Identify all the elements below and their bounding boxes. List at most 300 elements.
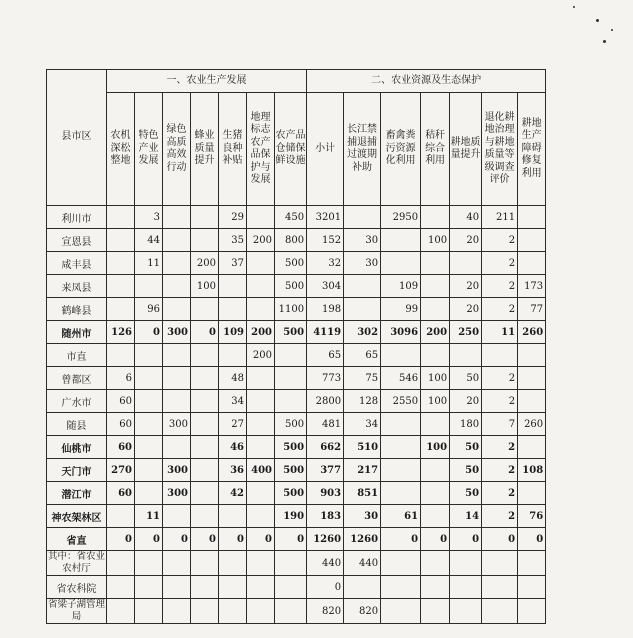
table-cell: 500 <box>275 459 307 482</box>
table-row <box>47 298 546 321</box>
table-cell <box>163 275 191 298</box>
table-row <box>47 528 546 551</box>
table-cell: 99 <box>381 298 421 321</box>
table-cell: 109 <box>219 321 247 344</box>
table-cell <box>135 576 163 599</box>
table-cell: 2 <box>482 482 518 505</box>
table-cell: 40 <box>450 206 482 229</box>
table-cell <box>247 482 275 505</box>
table-row <box>47 576 546 599</box>
table-cell: 20 <box>450 390 482 413</box>
column-header: 耕地质量提升 <box>450 93 482 206</box>
table-cell <box>344 275 381 298</box>
table-cell: 2 <box>482 252 518 275</box>
table-cell <box>518 390 546 413</box>
column-header: 特色产业发展 <box>135 93 163 206</box>
table-cell <box>191 436 219 459</box>
table-cell: 500 <box>275 321 307 344</box>
table-cell <box>275 344 307 367</box>
table-cell <box>107 505 135 528</box>
table-cell: 481 <box>307 413 344 436</box>
table-cell <box>421 413 450 436</box>
table-cell: 50 <box>450 367 482 390</box>
column-header: 畜禽粪污资源化利用 <box>381 93 421 206</box>
table-cell: 2 <box>482 367 518 390</box>
table-cell <box>219 298 247 321</box>
table-row <box>47 321 546 344</box>
table-cell: 108 <box>518 459 546 482</box>
table-cell: 100 <box>421 367 450 390</box>
table-cell: 2 <box>482 298 518 321</box>
table-cell: 3201 <box>307 206 344 229</box>
table-cell: 61 <box>381 505 421 528</box>
table-cell <box>275 390 307 413</box>
table-cell: 903 <box>307 482 344 505</box>
table-cell: 0 <box>450 528 482 551</box>
column-header: 农产品仓储保鲜设施 <box>275 93 307 206</box>
table-cell <box>219 576 247 599</box>
table-cell: 2 <box>482 459 518 482</box>
table-cell <box>191 298 219 321</box>
table-cell <box>163 599 191 624</box>
region-name: 神农架林区 <box>47 505 107 528</box>
table-cell <box>135 436 163 459</box>
column-header: 地理标志农产品保护与发展 <box>247 93 275 206</box>
table-cell <box>247 252 275 275</box>
table-cell <box>518 252 546 275</box>
table-cell <box>247 367 275 390</box>
region-name: 其中：省农业农村厅 <box>47 551 105 574</box>
table-cell: 30 <box>344 505 381 528</box>
table-cell: 50 <box>450 459 482 482</box>
table-cell: 304 <box>307 275 344 298</box>
table-cell <box>219 275 247 298</box>
table-cell: 0 <box>381 528 421 551</box>
column-header: 绿色高质高效行动 <box>163 93 191 206</box>
table-cell <box>275 367 307 390</box>
table-cell <box>450 576 482 599</box>
table-cell: 65 <box>344 344 381 367</box>
table-cell: 11 <box>135 505 163 528</box>
table-cell: 546 <box>381 367 421 390</box>
column-header: 长江禁捕退捕过渡期补助 <box>344 93 381 206</box>
table-cell <box>163 252 191 275</box>
table-cell: 60 <box>107 482 135 505</box>
table-cell: 0 <box>107 528 135 551</box>
table-cell: 820 <box>307 599 344 624</box>
region-name: 随州市 <box>47 321 107 344</box>
table-cell: 377 <box>307 459 344 482</box>
table-cell: 773 <box>307 367 344 390</box>
table-cell: 11 <box>482 321 518 344</box>
table-cell <box>381 252 421 275</box>
table-cell <box>163 576 191 599</box>
table-cell <box>518 436 546 459</box>
table-cell <box>135 599 163 624</box>
table-cell: 2800 <box>307 390 344 413</box>
table-cell: 48 <box>219 367 247 390</box>
region-name: 潜江市 <box>47 482 107 505</box>
region-name: 省梁子湖管理局 <box>47 599 105 622</box>
table-cell <box>163 505 191 528</box>
table-cell: 152 <box>307 229 344 252</box>
table-cell <box>191 344 219 367</box>
table-cell <box>518 229 546 252</box>
table-cell: 500 <box>275 275 307 298</box>
table-cell <box>135 390 163 413</box>
table-cell: 0 <box>191 321 219 344</box>
table-cell <box>191 206 219 229</box>
table-cell <box>381 436 421 459</box>
table-cell <box>421 505 450 528</box>
table-cell <box>247 298 275 321</box>
scan-speck <box>573 6 575 8</box>
region-name: 天门市 <box>47 459 107 482</box>
table-cell: 302 <box>344 321 381 344</box>
region-name: 咸丰县 <box>47 252 107 275</box>
table-cell: 100 <box>421 436 450 459</box>
table-cell <box>107 275 135 298</box>
table-cell: 510 <box>344 436 381 459</box>
column-header: 生猪良种补贴 <box>219 93 247 206</box>
funding-table <box>46 69 546 624</box>
table-cell: 50 <box>450 436 482 459</box>
table-cell <box>135 482 163 505</box>
region-name: 随县 <box>47 413 107 436</box>
table-cell: 270 <box>107 459 135 482</box>
table-cell: 30 <box>344 252 381 275</box>
table-cell: 0 <box>135 321 163 344</box>
table-cell <box>450 344 482 367</box>
table-cell: 46 <box>219 436 247 459</box>
table-cell: 30 <box>344 229 381 252</box>
region-name: 仙桃市 <box>47 436 107 459</box>
table-cell <box>135 459 163 482</box>
table-cell <box>107 576 135 599</box>
table-cell <box>191 459 219 482</box>
table-row <box>47 275 546 298</box>
table-cell: 20 <box>450 275 482 298</box>
table-cell <box>163 229 191 252</box>
table-cell <box>421 482 450 505</box>
table-cell <box>247 413 275 436</box>
table-cell <box>450 551 482 576</box>
table-cell: 2550 <box>381 390 421 413</box>
table-cell <box>247 576 275 599</box>
table-cell: 500 <box>275 413 307 436</box>
table-cell: 0 <box>163 528 191 551</box>
scan-speck <box>611 29 613 31</box>
table-cell: 0 <box>275 528 307 551</box>
table-cell: 1260 <box>344 528 381 551</box>
column-header: 秸秆综合利用 <box>421 93 450 206</box>
table-cell: 180 <box>450 413 482 436</box>
table-cell <box>107 206 135 229</box>
table-cell <box>163 436 191 459</box>
table-cell <box>135 551 163 576</box>
table-cell: 851 <box>344 482 381 505</box>
table-row <box>47 367 546 390</box>
group-header-resource: 二、农业资源及生态保护 <box>307 70 546 93</box>
table-cell: 0 <box>191 528 219 551</box>
table-cell <box>247 551 275 576</box>
region-name: 曾都区 <box>47 367 107 390</box>
table-cell: 200 <box>191 252 219 275</box>
table-cell: 76 <box>518 505 546 528</box>
table-cell: 42 <box>219 482 247 505</box>
table-cell <box>344 298 381 321</box>
table-cell: 60 <box>107 436 135 459</box>
table-cell: 65 <box>307 344 344 367</box>
table-cell: 2 <box>482 275 518 298</box>
table-cell: 300 <box>163 413 191 436</box>
table-cell: 440 <box>344 551 381 576</box>
table-cell: 2 <box>482 229 518 252</box>
table-row <box>47 229 546 252</box>
table-cell <box>518 206 546 229</box>
column-header: 蜂业质量提升 <box>191 93 219 206</box>
table-cell <box>191 551 219 576</box>
table-cell <box>421 576 450 599</box>
table-cell <box>381 413 421 436</box>
table-cell: 300 <box>163 459 191 482</box>
table-cell <box>107 298 135 321</box>
table-cell <box>381 599 421 624</box>
table-cell <box>247 599 275 624</box>
table-cell <box>247 275 275 298</box>
table-cell: 7 <box>482 413 518 436</box>
table-cell: 450 <box>275 206 307 229</box>
table-cell <box>518 367 546 390</box>
table-cell: 20 <box>450 298 482 321</box>
table-cell: 0 <box>421 528 450 551</box>
table-cell <box>518 599 546 624</box>
table-cell: 4119 <box>307 321 344 344</box>
table-cell <box>482 576 518 599</box>
table-row <box>47 482 546 505</box>
table-row <box>47 206 546 229</box>
column-header: 农机深松整地 <box>107 93 135 206</box>
table-cell <box>191 390 219 413</box>
table-cell: 34 <box>344 413 381 436</box>
table-cell <box>135 275 163 298</box>
table-cell: 100 <box>421 229 450 252</box>
table-row <box>47 390 546 413</box>
table-cell: 500 <box>275 482 307 505</box>
region-name: 省农科院 <box>47 576 107 599</box>
table-cell <box>191 413 219 436</box>
table-cell <box>107 229 135 252</box>
table-cell <box>450 252 482 275</box>
table-cell: 6 <box>107 367 135 390</box>
table-cell <box>219 505 247 528</box>
table-cell <box>381 482 421 505</box>
table-cell <box>421 275 450 298</box>
table-cell: 500 <box>275 252 307 275</box>
table-cell <box>247 436 275 459</box>
table-cell: 173 <box>518 275 546 298</box>
table-cell <box>381 576 421 599</box>
table-cell <box>518 344 546 367</box>
table-cell: 400 <box>247 459 275 482</box>
table-cell: 60 <box>107 413 135 436</box>
table-cell: 662 <box>307 436 344 459</box>
table-cell: 2 <box>482 436 518 459</box>
table-cell <box>107 252 135 275</box>
table-cell <box>518 551 546 576</box>
table-cell: 440 <box>307 551 344 576</box>
table-cell: 0 <box>135 528 163 551</box>
table-row <box>47 252 546 275</box>
table-cell: 60 <box>107 390 135 413</box>
table-cell: 126 <box>107 321 135 344</box>
table-cell <box>518 576 546 599</box>
table-cell: 3096 <box>381 321 421 344</box>
table-cell <box>381 229 421 252</box>
table-cell: 260 <box>518 321 546 344</box>
table-cell: 1260 <box>307 528 344 551</box>
table-cell: 0 <box>307 576 344 599</box>
table-cell <box>421 459 450 482</box>
table-cell: 0 <box>247 528 275 551</box>
table-cell <box>107 599 135 624</box>
table-cell: 35 <box>219 229 247 252</box>
table-cell <box>191 576 219 599</box>
table-cell <box>247 505 275 528</box>
column-header: 退化耕地治理与耕地质量等级调查评价 <box>482 93 518 206</box>
table-row <box>47 436 546 459</box>
table-cell: 300 <box>163 482 191 505</box>
column-header: 耕地生产障碍修复利用 <box>518 93 546 206</box>
table-cell <box>135 367 163 390</box>
table-cell <box>482 599 518 624</box>
table-cell <box>191 599 219 624</box>
table-cell <box>219 599 247 624</box>
table-cell <box>421 206 450 229</box>
table-cell <box>219 344 247 367</box>
table-cell: 820 <box>344 599 381 624</box>
region-name: 来凤县 <box>47 275 107 298</box>
table-cell: 211 <box>482 206 518 229</box>
table-cell <box>163 390 191 413</box>
table-cell: 2 <box>482 390 518 413</box>
table-cell: 2950 <box>381 206 421 229</box>
table-cell <box>163 551 191 576</box>
region-name: 鹤峰县 <box>47 298 107 321</box>
region-name: 利川市 <box>47 206 107 229</box>
table-cell: 0 <box>518 528 546 551</box>
table-cell: 500 <box>275 436 307 459</box>
table-cell <box>247 390 275 413</box>
table-cell: 200 <box>421 321 450 344</box>
table-cell: 96 <box>135 298 163 321</box>
table-cell: 32 <box>307 252 344 275</box>
table-cell <box>219 551 247 576</box>
table-cell <box>135 344 163 367</box>
table-cell: 34 <box>219 390 247 413</box>
table-cell: 44 <box>135 229 163 252</box>
table-cell: 109 <box>381 275 421 298</box>
table-cell <box>275 599 307 624</box>
table-cell: 1100 <box>275 298 307 321</box>
table-cell <box>344 206 381 229</box>
table-cell: 14 <box>450 505 482 528</box>
table-cell: 260 <box>518 413 546 436</box>
table-cell <box>518 482 546 505</box>
table-cell <box>163 367 191 390</box>
column-header: 小计 <box>307 93 344 206</box>
table-cell: 198 <box>307 298 344 321</box>
table-cell <box>247 206 275 229</box>
table-cell <box>163 206 191 229</box>
table-cell: 75 <box>344 367 381 390</box>
table-cell <box>275 551 307 576</box>
scan-speck <box>596 19 599 22</box>
table-row <box>47 413 546 436</box>
table-row <box>47 551 546 576</box>
table-cell: 800 <box>275 229 307 252</box>
table-cell <box>482 551 518 576</box>
table-cell: 190 <box>275 505 307 528</box>
table-cell <box>163 344 191 367</box>
region-name: 市直 <box>47 344 107 367</box>
scan-speck <box>603 40 606 43</box>
table-cell <box>275 576 307 599</box>
table-row <box>47 344 546 367</box>
table-cell <box>191 505 219 528</box>
table-cell: 200 <box>247 344 275 367</box>
table-cell <box>421 252 450 275</box>
table-cell: 29 <box>219 206 247 229</box>
table-cell <box>163 298 191 321</box>
table-cell: 100 <box>421 390 450 413</box>
table-cell <box>107 551 135 576</box>
table-cell <box>135 413 163 436</box>
table-cell <box>344 576 381 599</box>
table-cell: 250 <box>450 321 482 344</box>
table-cell <box>381 459 421 482</box>
table-cell <box>421 298 450 321</box>
table-cell: 77 <box>518 298 546 321</box>
table-cell <box>381 551 421 576</box>
table-cell <box>191 367 219 390</box>
table-cell: 27 <box>219 413 247 436</box>
table-row <box>47 505 546 528</box>
table-cell <box>381 344 421 367</box>
region-name: 省直 <box>47 528 107 551</box>
table-cell: 128 <box>344 390 381 413</box>
table-cell: 217 <box>344 459 381 482</box>
table-cell <box>191 229 219 252</box>
table-cell <box>191 482 219 505</box>
table-cell: 37 <box>219 252 247 275</box>
table-cell: 200 <box>247 229 275 252</box>
table-cell: 0 <box>482 528 518 551</box>
table-cell: 11 <box>135 252 163 275</box>
table-cell <box>421 344 450 367</box>
table-cell <box>450 599 482 624</box>
table-cell: 183 <box>307 505 344 528</box>
table-cell <box>107 344 135 367</box>
table-row <box>47 459 546 482</box>
table-cell: 36 <box>219 459 247 482</box>
table-cell: 300 <box>163 321 191 344</box>
table-cell: 3 <box>135 206 163 229</box>
table-cell: 2 <box>482 505 518 528</box>
table-cell <box>482 344 518 367</box>
table-cell: 50 <box>450 482 482 505</box>
table-row <box>47 599 546 624</box>
